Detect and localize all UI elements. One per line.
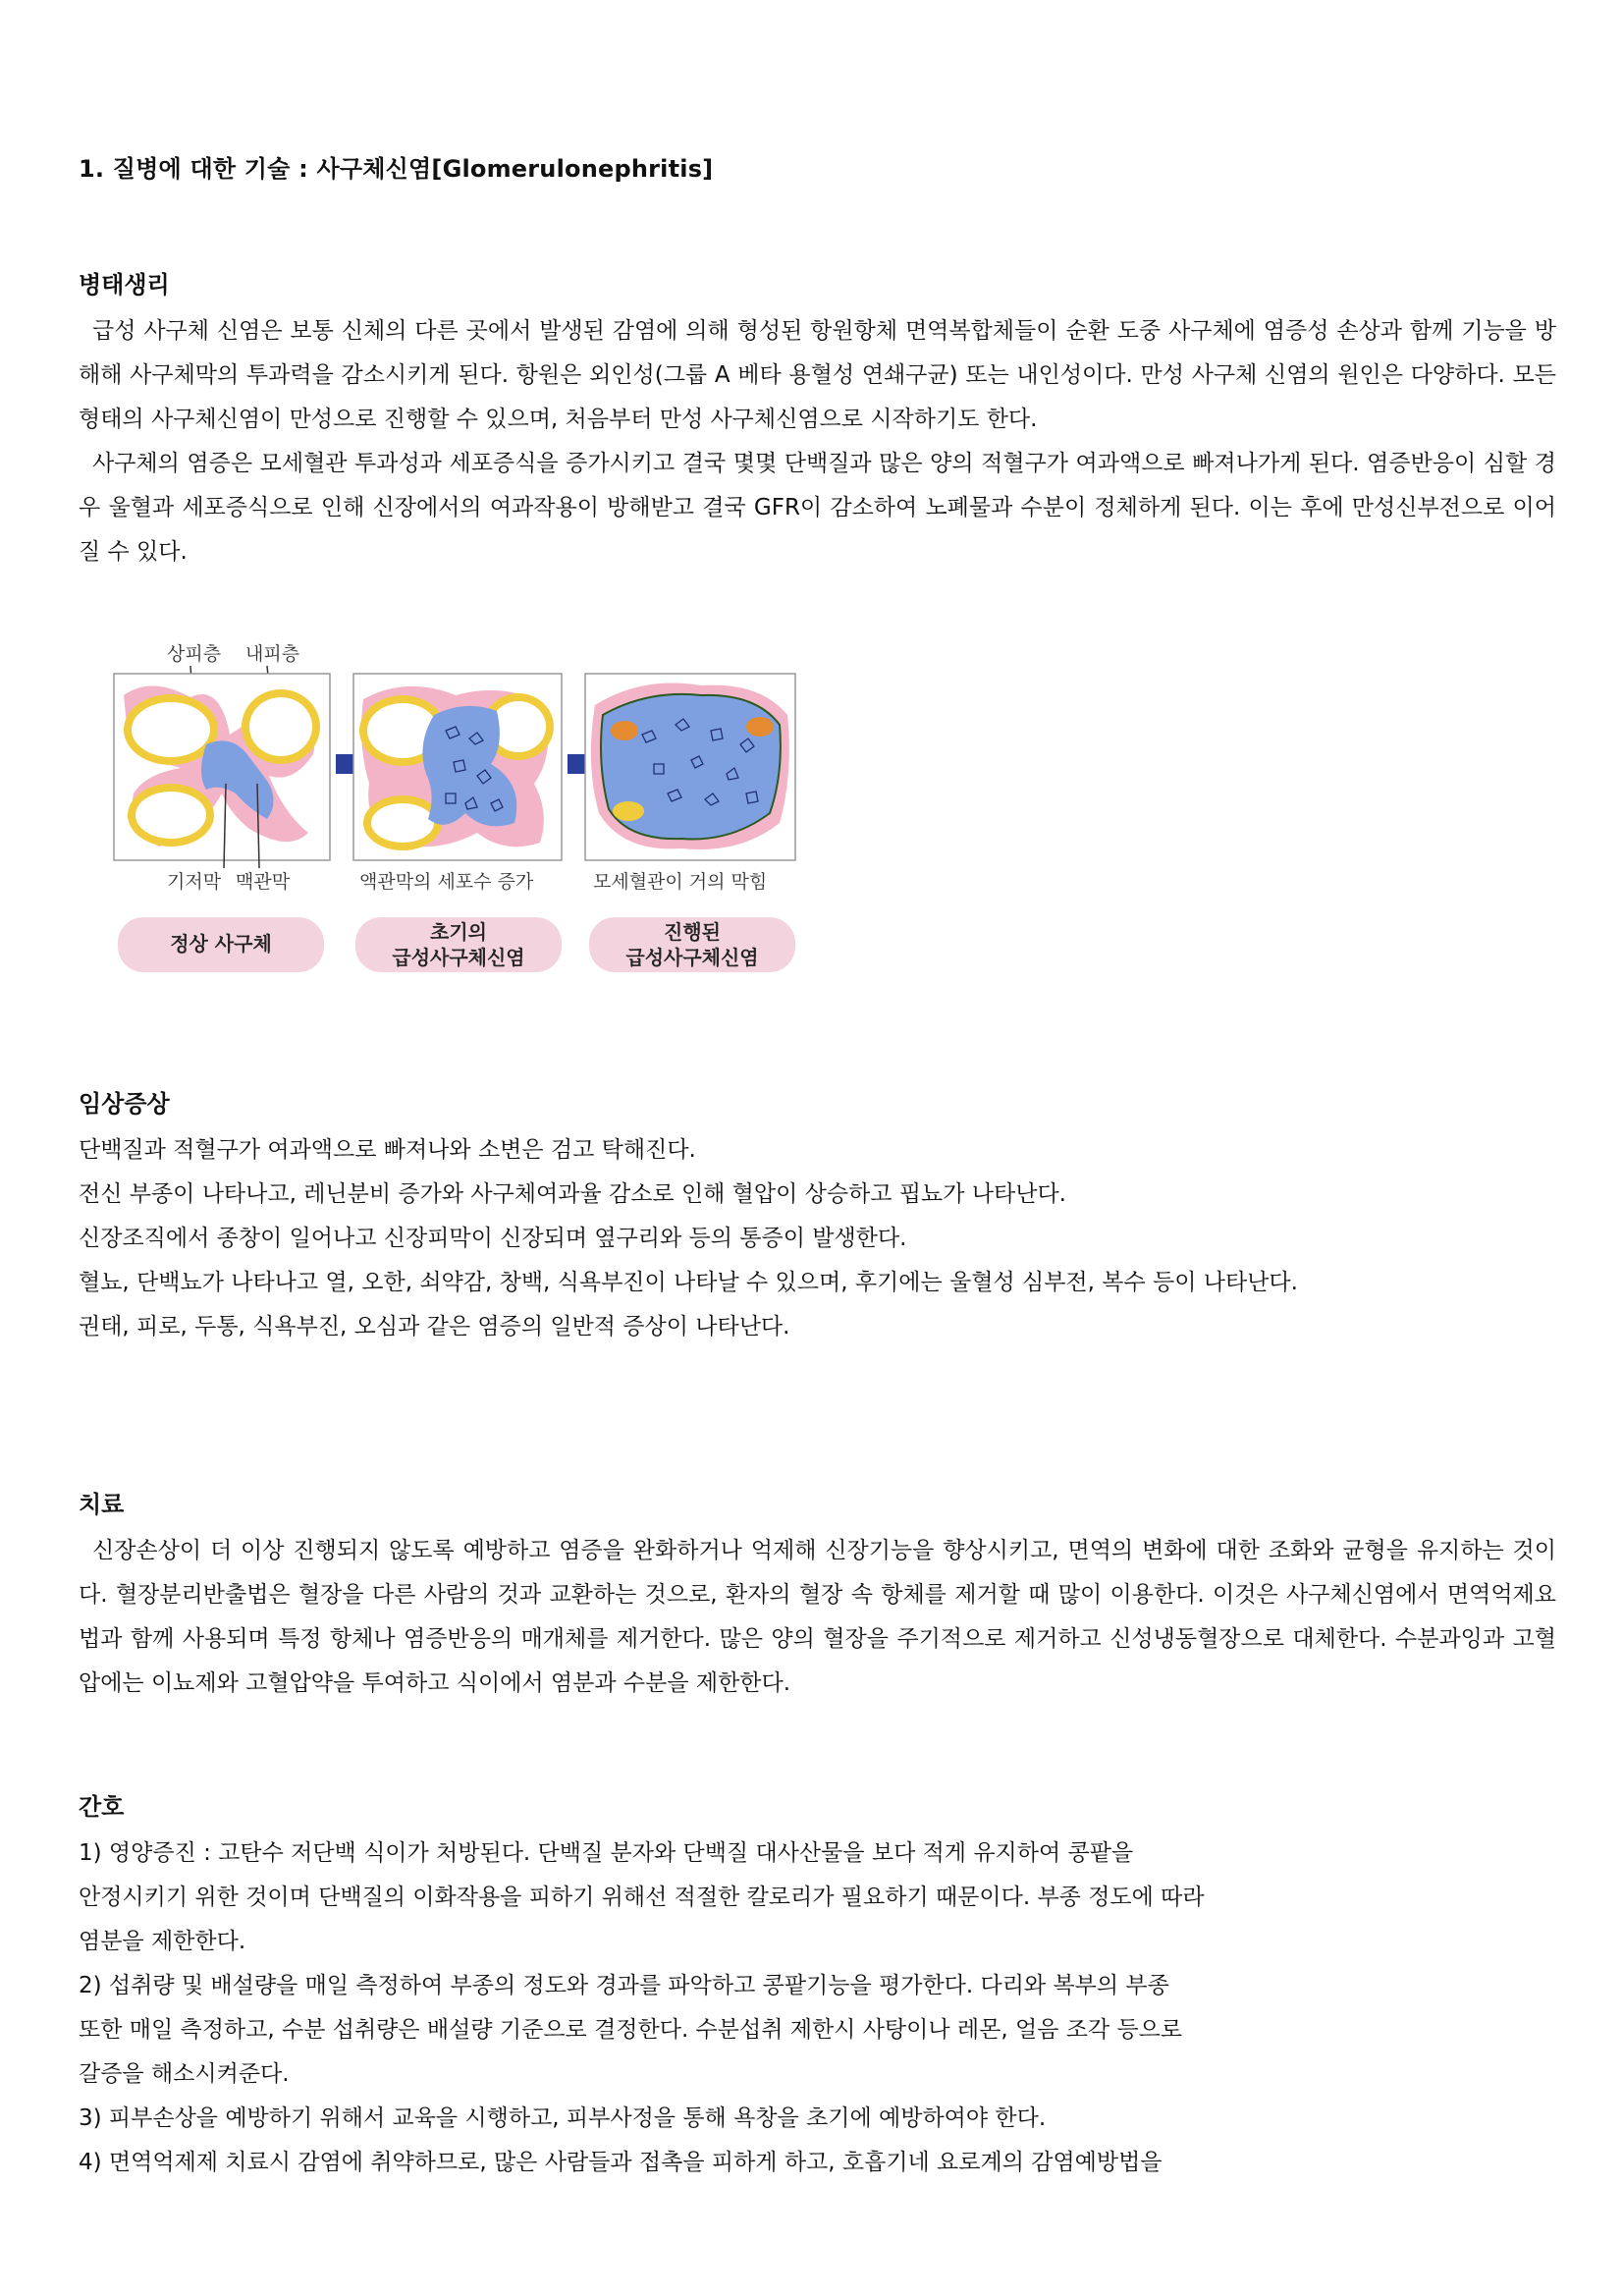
stage-label: 진행된	[664, 920, 721, 944]
stage-label: 초기의	[430, 920, 487, 944]
section-pathophysiology	[79, 265, 1556, 574]
document-title: 1. 질병에 대한 기술 : 사구체신염[Glomerulonephritis]	[79, 155, 714, 183]
list-item: 전신 부종이 나타나고, 레닌분비 증가와 사구체여과율 감소로 인해 혈압이 상승하고 핍뇨가 나타난다.	[79, 1181, 1066, 1207]
paragraph: 신장손상이 더 이상 진행되지 않도록 예방하고 염증을 완화하거나 억제해 신장기능을 향상시키고, 면역의 변화에 대한 조화와 균형을 유지하는 것이다. 혈장분리반출법은 혈장을 다른 사람의 것과 교환하는 것으로, 환자의 혈장 속 항체를 제거할 때 많이 이용한다. 이것은 사구체신염에서 면역억제요법과 함께 사용되며 특정 항체나 염증반응의 매개체를 제거한다. 많은 양의 혈장을 주기적으로 제거하고 신성냉동혈장으로 대체한다. 수분과잉과 고혈압에는 이뇨제와 고혈압약을 투여하고 식이에서 염분과 수분을 제한한다.	[79, 1538, 1556, 1696]
paragraph: 급성 사구체 신염은 보통 신체의 다른 곳에서 발생된 감염에 의해 형성된 항원항체 면역복합체들이 순환 도중 사구체에 염증성 손상과 함께 기능을 방해해 사구체막의 투과력을 감소시키게 된다. 항원은 외인성(그룹 A 베타 용혈성 연쇄구균) 또는 내인성이다. 만성 사구체 신염의 원인은 다양하다. 모든 형태의 사구체신염이 만성으로 진행할 수 있으며, 처음부터 만성 사구체신염으로 시작하기도 한다.	[79, 318, 1556, 432]
list-item: 갈증을 해소시켜준다.	[79, 2061, 290, 2087]
glomerulus-figure	[112, 636, 799, 982]
list-item: 권태, 피로, 두통, 식욕부진, 오심과 같은 염증의 일반적 증상이 나타난다.	[79, 1314, 790, 1339]
section-heading: 병태생리	[79, 271, 170, 299]
label-basement-membrane: 기저막	[167, 871, 222, 893]
panel-early	[353, 674, 562, 860]
list-item: 2) 섭취량 및 배설량을 매일 측정하여 부종의 정도와 경과를 파악하고 콩팥기능을 평가한다. 다리와 복부의 부종	[79, 1973, 1169, 1998]
paragraph: 사구체의 염증은 모세혈관 투과성과 세포증식을 증가시키고 결국 몇몇 단백질과 많은 양의 적혈구가 여과액으로 빠져나가게 된다. 염증반응이 심할 경우 울혈과 세포증식으로 인해 신장에서의 여과작용이 방해받고 결국 GFR이 감소하여 노폐물과 수분이 정체하게 된다. 이는 후에 만성신부전으로 이어질 수 있다.	[79, 451, 1556, 565]
label-epithelium: 상피층	[167, 643, 222, 665]
section-heading: 치료	[79, 1491, 125, 1518]
label-vessel-membrane: 맥관막	[236, 871, 291, 893]
section-nursing	[79, 1787, 1556, 2185]
stage-label: 급성사구체신염	[625, 946, 759, 969]
panel-advanced	[585, 674, 795, 860]
caption-early: 액관막의 세포수 증가	[359, 871, 534, 893]
section-heading: 임상증상	[79, 1090, 170, 1118]
list-item: 안정시키기 위한 것이며 단백질의 이화작용을 피하기 위해선 적절한 칼로리가 필요하기 때문이다. 부종 정도에 따라	[79, 1885, 1205, 1910]
list-item: 신장조직에서 종창이 일어나고 신장피막이 신장되며 옆구리와 등의 통증이 발생한다.	[79, 1226, 907, 1251]
section-heading: 간호	[79, 1793, 125, 1821]
list-item: 혈뇨, 단백뇨가 나타나고 열, 오한, 쇠약감, 창백, 식욕부진이 나타날 수 있으며, 후기에는 울혈성 심부전, 복수 등이 나타난다.	[79, 1270, 1298, 1295]
stage-label: 정상 사구체	[170, 932, 272, 956]
list-item: 단백질과 적혈구가 여과액으로 빠져나와 소변은 검고 탁해진다.	[79, 1137, 696, 1163]
list-item: 염분을 제한한다.	[79, 1929, 246, 1954]
stage-label: 급성사구체신염	[392, 946, 525, 969]
caption-advanced: 모세혈관이 거의 막힘	[593, 871, 768, 893]
section-treatment	[79, 1485, 1556, 1706]
panel-normal	[114, 674, 330, 868]
list-item: 또한 매일 측정하고, 수분 섭취량은 배설량 기준으로 결정한다. 수분섭취 제한시 사탕이나 레몬, 얼음 조각 등으로	[79, 2017, 1183, 2043]
list-item: 4) 면역억제제 치료시 감염에 취약하므로, 많은 사람들과 접촉을 피하게 하고, 호흡기네 요로계의 감염예방법을	[79, 2150, 1163, 2175]
section-clinical	[79, 1084, 1556, 1349]
list-item: 3) 피부손상을 예방하기 위해서 교육을 시행하고, 피부사정을 통해 욕창을 초기에 예방하여야 한다.	[79, 2105, 1047, 2131]
list-item: 1) 영양증진 : 고탄수 저단백 식이가 처방된다. 단백질 분자와 단백질 대사산물을 보다 적게 유지하여 콩팥을	[79, 1840, 1134, 1866]
label-endothelium: 내피층	[245, 643, 300, 665]
